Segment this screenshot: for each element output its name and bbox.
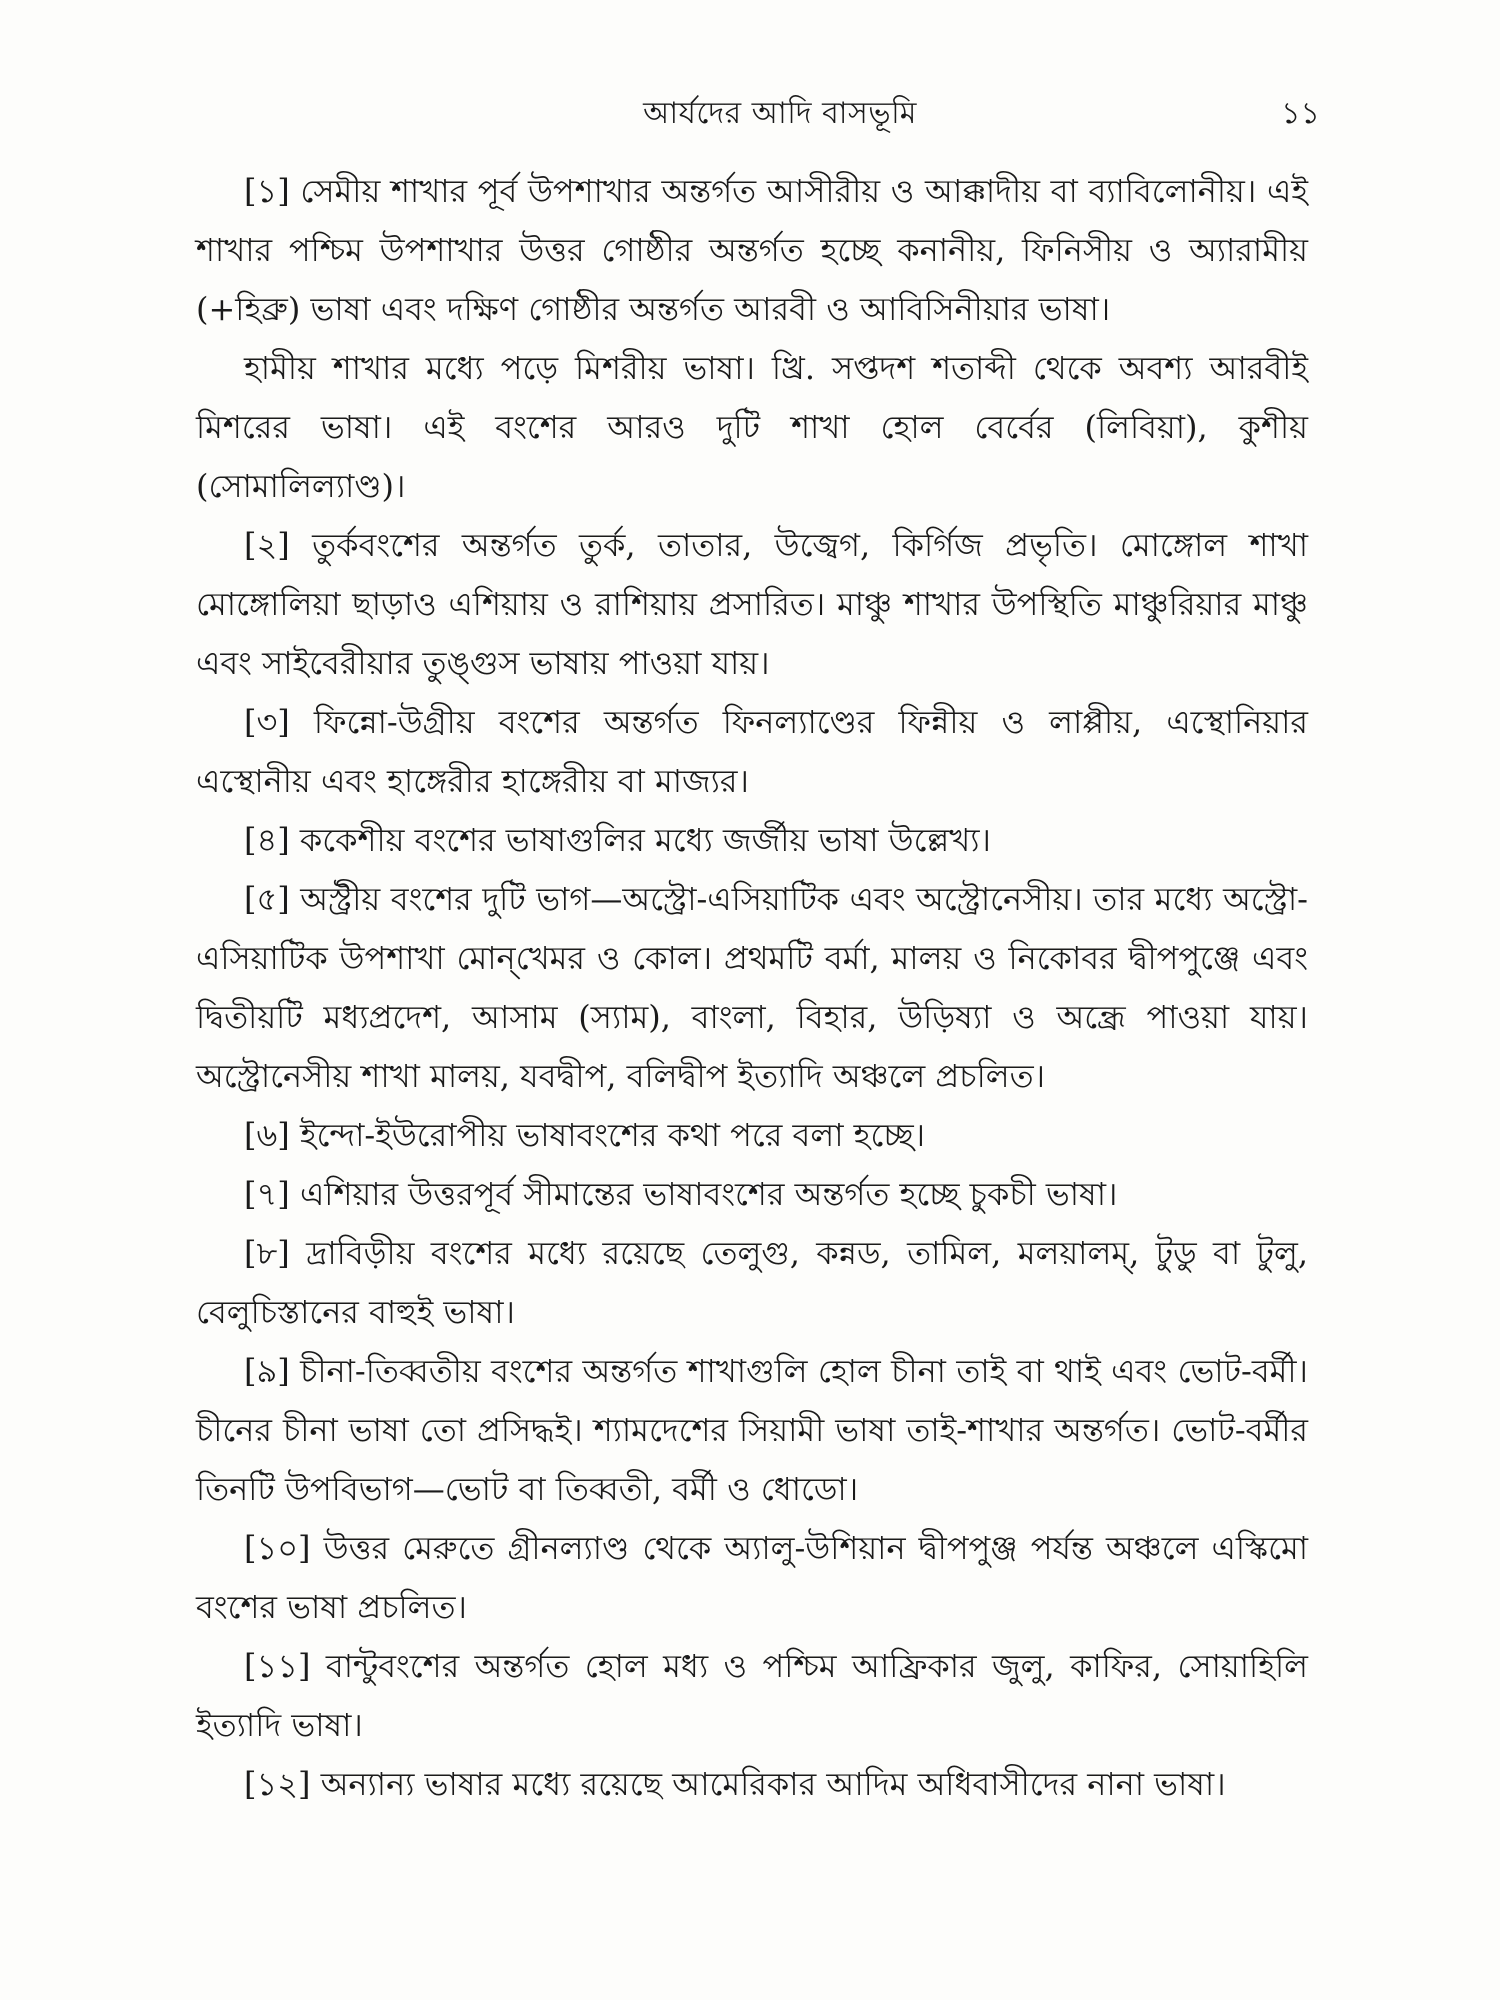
paragraph-note-11: [১১] বান্টুবংশের অন্তর্গত হোল মধ্য ও পশ্চিম আফ্রিকার জুলু, কাফির, সোয়াহিলি ইত্যাদি ভাষা। [196, 1647, 1308, 1744]
paragraph-note-5: [৫] অস্ট্রীয় বংশের দুটি ভাগ—অস্ট্রো-এসিয়াটিক এবং অস্ট্রোনেসীয়। তার মধ্যে অস্ট্রো-এসিয়াটিক উপশাখা মোন্‌খেমর ও কোল। প্রথমটি বর্মা, মালয় ও নিকোবর দ্বীপপুঞ্জে এবং দ্বিতীয়টি মধ্যপ্রদেশ, আসাম (স্যাম), বাংলা, বিহার, উড়িষ্যা ও অন্ধ্রে পাওয়া যায়। অস্ট্রোনেসীয় শাখা মালয়, যবদ্বীপ, বলিদ্বীপ ইত্যাদি অঞ্চলে প্রচলিত। [196, 880, 1308, 1095]
paragraph-note-2: [২] তুর্কবংশের অন্তর্গত তুর্ক, তাতার, উজ্বেগ, কির্গিজ প্রভৃতি। মোঙ্গোল শাখা মোঙ্গোলিয়া ছাড়াও এশিয়ায় ও রাশিয়ায় প্রসারিত। মাঞ্চু শাখার উপস্থিতি মাঞ্চুরিয়ার মাঞ্চু এবং সাইবেরীয়ার তুঙ্গুস ভাষায় পাওয়া যায়। [196, 526, 1308, 682]
paragraph-note-12: [১২] অন্যান্য ভাষার মধ্যে রয়েছে আমেরিকার আদিম অধিবাসীদের নানা ভাষা। [244, 1765, 1226, 1803]
running-head [245, 92, 1320, 142]
paragraph-note-10: [১০] উত্তর মেরুতে গ্রীনল্যাণ্ড থেকে অ্যালু-উশিয়ান দ্বীপপুঞ্জ পর্যন্ত অঞ্চলে এস্কিমো বংশের ভাষা প্রচলিত। [196, 1529, 1308, 1626]
paragraph-note-3: [৩] ফিন্নো-উগ্রীয় বংশের অন্তর্গত ফিনল্যাণ্ডের ফিন্নীয় ও লাপ্পীয়, এস্থোনিয়ার এস্থোনীয় এবং হাঙ্গেরীর হাঙ্গেরীয় বা মাজ্যর। [196, 703, 1308, 800]
paragraph-note-4: [৪] ককেশীয় বংশের ভাষাগুলির মধ্যে জর্জীয় ভাষা উল্লেখ্য। [244, 821, 991, 859]
paragraph-note-9: [৯] চীনা-তিব্বতীয় বংশের অন্তর্গত শাখাগুলি হোল চীনা তাই বা থাই এবং ভোট-বর্মী। চীনের চীনা ভাষা তো প্রসিদ্ধই। শ্যামদেশের সিয়ামী ভাষা তাই-শাখার অন্তর্গত। ভোট-বর্মীর তিনটি উপবিভাগ—ভোট বা তিব্বতী, বর্মী ও ধোডো। [196, 1352, 1308, 1508]
paragraph-note-7: [৭] এশিয়ার উত্তরপূর্ব সীমান্তের ভাষাবংশের অন্তর্গত হচ্ছে চুকচী ভাষা। [244, 1175, 1118, 1213]
paragraph-note-8: [৮] দ্রাবিড়ীয় বংশের মধ্যে রয়েছে তেলুগু, কন্নড, তামিল, মলয়ালম্‌, টুডু বা টুলু, বেলুচিস্তানের বাহুই ভাষা। [196, 1234, 1308, 1331]
paragraph-note-6: [৬] ইন্দো-ইউরোপীয় ভাষাবংশের কথা পরে বলা হচ্ছে। [244, 1116, 926, 1154]
page-number: ১১ [1281, 96, 1320, 131]
running-title: আর্যদের আদি বাসভূমি [643, 96, 917, 131]
paragraph-hamitic: হামীয় শাখার মধ্যে পড়ে মিশরীয় ভাষা। খ্রি. সপ্তদশ শতাব্দী থেকে অবশ্য আরবীই মিশরের ভাষা। এই বংশের আরও দুটি শাখা হোল বের্বের (লিবিয়া), কুশীয় (সোমালিল্যাণ্ড)। [196, 349, 1308, 505]
body-text [196, 162, 1308, 1814]
paragraph-note-1: [১] সেমীয় শাখার পূর্ব উপশাখার অন্তর্গত আসীরীয় ও আক্কাদীয় বা ব্যাবিলোনীয়। এই শাখার পশ্চিম উপশাখার উত্তর গোষ্ঠীর অন্তর্গত হচ্ছে কনানীয়, ফিনিসীয় ও অ্যারামীয় (+হিব্রু) ভাষা এবং দক্ষিণ গোষ্ঠীর অন্তর্গত আরবী ও আবিসিনীয়ার ভাষা। [196, 172, 1308, 328]
